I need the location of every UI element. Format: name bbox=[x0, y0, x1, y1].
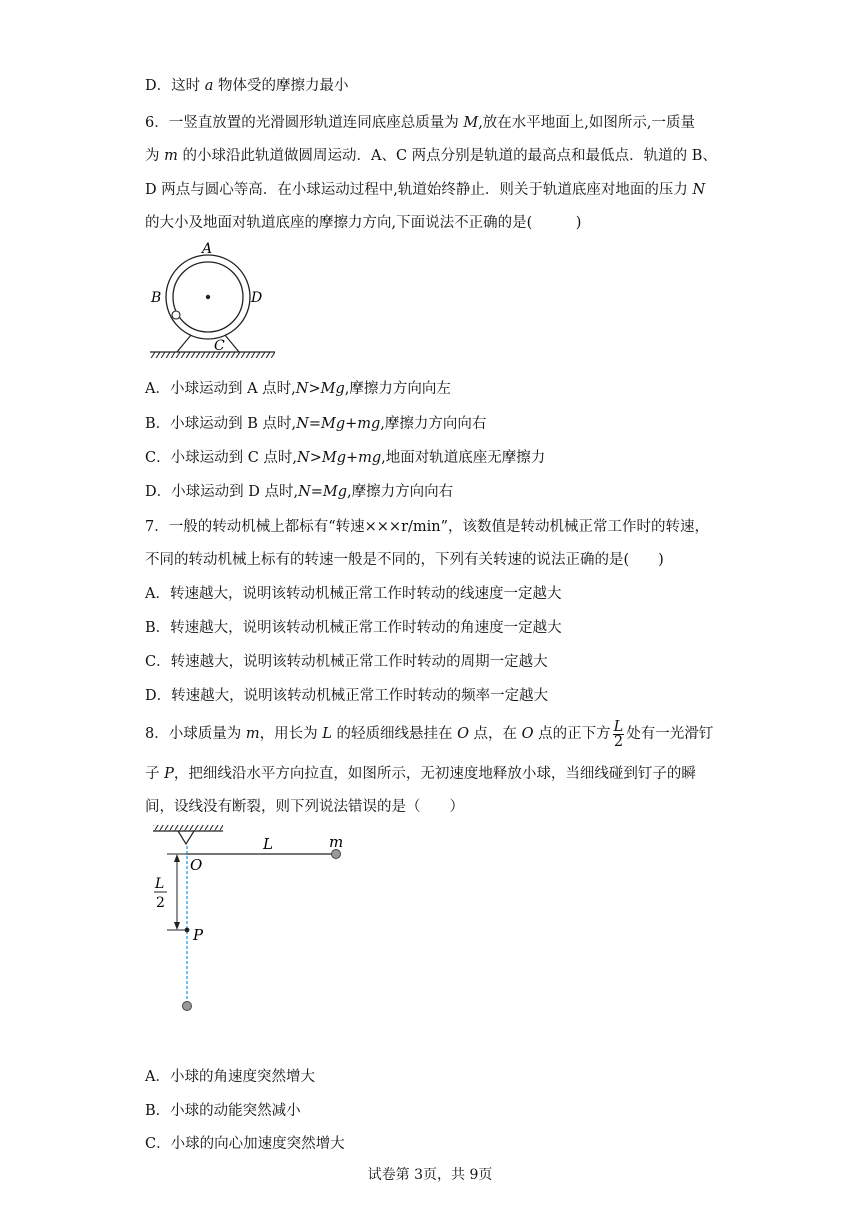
q7-stem-line2: 不同的转动机械上标有的转速一般是不同的，下列有关转速的说法正确的是( ) bbox=[145, 552, 664, 568]
label-half-den: 2 bbox=[156, 895, 165, 911]
track-center-dot bbox=[206, 295, 210, 299]
q6-stem-line1: 6．一竖直放置的光滑圆形轨道连同底座总质量为 M,放在水平地面上,如图所示,一质量 bbox=[145, 115, 696, 131]
ground-hatch bbox=[150, 352, 275, 358]
stand-left-leg bbox=[177, 335, 191, 352]
q7-option-a: A．转速越大，说明该转动机械正常工作时转动的线速度一定越大 bbox=[145, 586, 562, 602]
q8-stem-line3: 间，设线没有断裂，则下列说法错误的是（ ） bbox=[145, 799, 464, 815]
label-c: C bbox=[214, 338, 225, 354]
dimension-arrow-down bbox=[174, 922, 180, 930]
label-m: m bbox=[329, 833, 344, 851]
q6-track-figure bbox=[145, 240, 285, 360]
q7-option-d: D．转速越大，说明该转动机械正常工作时转动的频率一定越大 bbox=[145, 688, 549, 704]
label-p: P bbox=[193, 926, 204, 944]
q6-option-d: D．小球运动到 D 点时,N=Mg,摩擦力方向向右 bbox=[145, 484, 454, 500]
label-o: O bbox=[190, 856, 203, 874]
ball bbox=[172, 311, 180, 319]
q6-stem-line2: 为 m 的小球沿此轨道做圆周运动．A、C 两点分别是轨道的最高点和最低点．轨道的 B、 bbox=[145, 148, 717, 164]
q6-option-a: A．小球运动到 A 点时,N>Mg,摩擦力方向向左 bbox=[145, 381, 451, 397]
label-l: L bbox=[263, 835, 273, 853]
q8-stem-line2: 子 P，把细线沿水平方向拉直，如图所示，无初速度地释放小球，当细线碰到钉子的瞬 bbox=[145, 766, 696, 782]
q8-option-c: C．小球的向心加速度突然增大 bbox=[145, 1136, 345, 1152]
q8-option-a: A．小球的角速度突然增大 bbox=[145, 1069, 315, 1085]
q7-option-b: B．转速越大，说明该转动机械正常工作时转动的角速度一定越大 bbox=[145, 620, 562, 636]
ball-final bbox=[183, 1002, 192, 1011]
q6-option-b: B．小球运动到 B 点时,N=Mg+mg,摩擦力方向向右 bbox=[145, 416, 487, 432]
dimension-arrow-up bbox=[174, 854, 180, 862]
q5-option-d: D．这时 a 物体受的摩擦力最小 bbox=[145, 78, 349, 94]
q8-stem-line1: 8．小球质量为 m，用长为 L 的轻质细线悬挂在 O 点，在 O 点的正下方 $\frac{L}{2}$ 处有一光滑钉 bbox=[145, 718, 714, 750]
ceiling-hatch bbox=[153, 825, 223, 831]
q8-option-b: B．小球的动能突然减小 bbox=[145, 1103, 301, 1119]
q6-stem-line3: D 两点与圆心等高．在小球运动过程中,轨道始终静止．则关于轨道底座对地面的压力 N bbox=[145, 182, 706, 198]
label-b: B bbox=[151, 290, 162, 306]
q8-pendulum-figure bbox=[145, 822, 365, 1017]
label-a: A bbox=[202, 241, 213, 257]
q8-fraction-l-over-2: $\frac{L}{2}$ bbox=[613, 718, 624, 750]
pivot-support bbox=[178, 831, 194, 844]
q6-option-c: C．小球运动到 C 点时,N>Mg+mg,地面对轨道底座无摩擦力 bbox=[145, 450, 546, 466]
page-footer: 试卷第 3页，共 9页 bbox=[367, 1167, 493, 1183]
q6-stem-line4: 的大小及地面对轨道底座的摩擦力方向,下面说法不正确的是( ) bbox=[145, 215, 582, 231]
label-half-num: L bbox=[155, 876, 165, 892]
q7-option-c: C．转速越大，说明该转动机械正常工作时转动的周期一定越大 bbox=[145, 654, 548, 670]
q7-stem-line1: 7．一般的转动机械上都标有“转速×××r/min”，该数值是转动机械正常工作时的转速， bbox=[145, 519, 710, 535]
label-d: D bbox=[251, 290, 263, 306]
stand-right-leg bbox=[225, 335, 239, 352]
